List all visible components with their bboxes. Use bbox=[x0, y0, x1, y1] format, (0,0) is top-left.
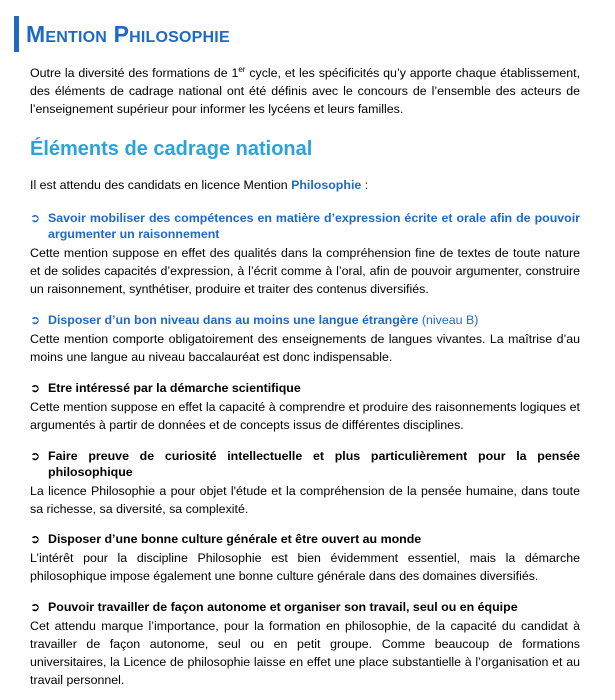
expectation-body: Cette mention comporte obligatoirement des enseignements de langues vivantes. La maîtrise d’au moins une langue au niveau baccalauréat est donc indispensable. bbox=[30, 332, 580, 364]
intro-paragraph bbox=[30, 64, 580, 118]
section-title: Éléments de cadrage national bbox=[30, 138, 313, 160]
expectation-heading bbox=[30, 380, 580, 396]
expectation-heading bbox=[30, 210, 580, 242]
expectation-item-languages bbox=[30, 312, 580, 366]
expectation-body: L’intérêt pour la discipline Philosophie est bien évidemment essentiel, mais la démarche philosophique impose également une bonne culture générale dans des domaines diversifiés. bbox=[30, 551, 580, 583]
expectation-heading bbox=[30, 448, 580, 480]
expectation-body: Cet attendu marque l’importance, pour la formation en philosophie, de la capacité du candidat à travailler de façon autonome, seul ou en petit groupe. Comme beaucoup de formations universitaires, la Licence de philosophie laisse en effet une place substantielle à l’organisation et au travail personnel. bbox=[30, 619, 580, 687]
title-accent-bar bbox=[14, 16, 19, 52]
expectation-title bbox=[48, 210, 580, 242]
lead-text: Il est attendu des candidats en licence Mention bbox=[30, 178, 292, 192]
expectation-title-suffix: (niveau B) bbox=[418, 313, 479, 327]
expectation-title-text: Savoir mobiliser des compétences en matière d’expression écrite et orale afin de pouvoir argumenter un raisonnement bbox=[48, 211, 580, 241]
expectation-title-text: Disposer d’un bon niveau dans au moins une langue étrangère bbox=[48, 313, 419, 327]
intro-text-part1: Outre la diversité des formations de 1 bbox=[30, 66, 239, 80]
expectation-title-text: Etre intéressé par la démarche scientifique bbox=[48, 381, 301, 395]
expectation-body: La licence Philosophie a pour objet l'étude et la compréhension de la pensée humaine, dans toute sa richesse, sa diversité, sa complexité. bbox=[30, 484, 580, 516]
lead-sentence bbox=[30, 176, 368, 194]
arrow-bullet-icon: ➲ bbox=[30, 381, 41, 395]
expectation-item-culture bbox=[30, 531, 580, 585]
arrow-bullet-icon: ➲ bbox=[30, 600, 41, 614]
expectation-title bbox=[48, 380, 580, 396]
arrow-bullet-icon: ➲ bbox=[30, 211, 41, 225]
expectation-title-text: Faire preuve de curiosité intellectuelle et plus particulièrement pour la pensée philosophique bbox=[48, 449, 580, 479]
intro-text-part2: cycle, et les spécificités qu’y apporte chaque établissement, des éléments de cadrage national ont été définis avec le concours de l’ensemble des acteurs de l’enseignement supérieur pour informer les lycéens et leurs familles. bbox=[30, 66, 581, 116]
expectation-title-text: Disposer d’une bonne culture générale et être ouvert au monde bbox=[48, 532, 422, 546]
expectation-title bbox=[48, 312, 580, 328]
expectation-heading bbox=[30, 531, 580, 547]
expectation-item-autonomy bbox=[30, 599, 580, 689]
expectation-title bbox=[48, 448, 580, 480]
expectation-title-text: Pouvoir travailler de façon autonome et organiser son travail, seul ou en équipe bbox=[48, 600, 518, 614]
expectation-title bbox=[48, 531, 580, 547]
arrow-bullet-icon: ➲ bbox=[30, 449, 41, 463]
expectation-heading bbox=[30, 312, 580, 328]
expectation-item-scientific bbox=[30, 380, 580, 434]
lead-highlight: Philosophie bbox=[291, 178, 362, 192]
lead-suffix: : bbox=[361, 178, 369, 192]
arrow-bullet-icon: ➲ bbox=[30, 532, 41, 546]
expectation-heading bbox=[30, 599, 580, 615]
expectation-body: Cette mention suppose en effet des qualités dans la compréhension fine de textes de toute nature et de solides capacités d’expression, à l’écrit comme à l’oral, afin de pouvoir argumenter, construire un raisonnement, synthétiser, produire et traiter des contenus diversifiés. bbox=[30, 246, 580, 296]
page-title: Mention Philosophie bbox=[26, 21, 230, 47]
expectation-body: Cette mention suppose en effet la capacité à comprendre et produire des raisonnements logiques et argumentés à partir de données et de concepts issus de différentes disciplines. bbox=[30, 400, 580, 432]
title-block bbox=[14, 16, 230, 52]
expectation-item-expression bbox=[30, 210, 580, 298]
arrow-bullet-icon: ➲ bbox=[30, 313, 41, 327]
expectation-item-curiosity bbox=[30, 448, 580, 518]
expectation-title bbox=[48, 599, 580, 615]
intro-superscript: er bbox=[238, 64, 246, 74]
